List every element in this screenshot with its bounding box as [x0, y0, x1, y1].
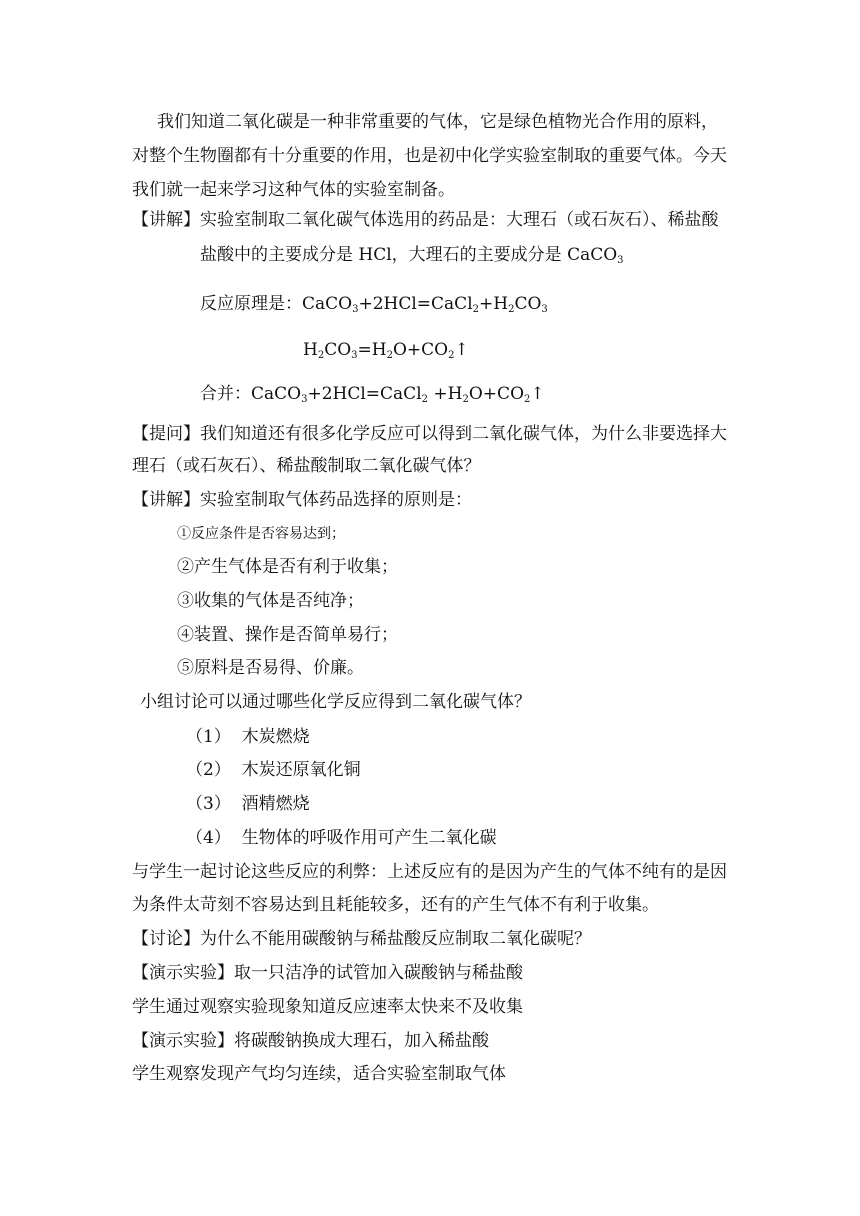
intro-line-3: 我们就一起来学习这种气体的实验室制备。 — [132, 180, 455, 200]
item-text: 酒精燃烧 — [241, 794, 310, 814]
demo-text: 取一只洁净的试管加入碳酸钠与稀盐酸 — [234, 963, 523, 983]
formula-part: O+CO — [468, 384, 525, 404]
discuss-text: 为什么不能用碳酸钠与稀盐酸反应制取二氧化碳呢？ — [200, 929, 591, 949]
subscript: 2 — [448, 350, 455, 361]
combined-equation-line — [200, 384, 545, 404]
principle-item: ②产生气体是否有利于收集； — [177, 557, 398, 577]
discuss-paragraph — [132, 929, 591, 949]
section-tag: 【讲解】 — [132, 210, 200, 230]
subscript: 3 — [617, 255, 624, 266]
subscript: 2 — [317, 350, 325, 361]
demo-text: 将碳酸钠换成大理石，加入稀盐酸 — [234, 1031, 489, 1051]
item-number: （2） — [186, 760, 231, 780]
formula-part: +2HCl=CaCl — [307, 384, 422, 404]
subscript: 2 — [421, 394, 429, 405]
subscript: 2 — [386, 350, 393, 361]
formula-part: +2HCl=CaCl — [358, 294, 473, 314]
reaction-list-item — [186, 828, 497, 848]
reaction-principle-line — [200, 294, 548, 314]
section-tag: 【提问】 — [132, 424, 200, 444]
subscript: 2 — [462, 394, 469, 405]
formula-part: CaCO — [251, 384, 302, 404]
subscript: 2 — [508, 304, 515, 315]
item-number: （4） — [186, 828, 231, 848]
composition-line — [200, 245, 624, 265]
group-discussion-line: 小组讨论可以通过哪些化学反应得到二氧化碳气体？ — [140, 692, 531, 712]
explain-paragraph-1 — [132, 210, 719, 230]
subscript: 3 — [352, 304, 359, 315]
pros-cons-line-2: 为条件太苛刻不容易达到且耗能较多，还有的产生气体不有利于收集。 — [132, 895, 659, 915]
reaction-label: 反应原理是： — [200, 294, 302, 314]
subscript: 3 — [351, 350, 358, 361]
subscript: 2 — [524, 394, 531, 405]
composition-text: 盐酸中的主要成分是 HCl，大理石的主要成分是 CaCO — [200, 245, 618, 265]
question-text: 我们知道还有很多化学反应可以得到二氧化碳气体，为什么非要选择大 — [200, 424, 727, 444]
question-paragraph-line-1 — [132, 424, 727, 444]
item-text: 木炭还原氧化铜 — [241, 760, 361, 780]
combined-label: 合并： — [200, 384, 251, 404]
formula-part: CO — [324, 340, 352, 360]
up-arrow: ↑ — [454, 340, 469, 360]
intro-line-2: 对整个生物圈都有十分重要的作用，也是初中化学实验室制取的重要气体。今天 — [132, 146, 727, 166]
subscript: 3 — [541, 304, 548, 315]
reaction-list-item — [186, 794, 310, 814]
formula-part: =H — [357, 340, 387, 360]
section-tag: 【讨论】 — [132, 929, 200, 949]
principle-item: ①反应条件是否容易达到； — [177, 526, 345, 542]
carbonic-acid-decomposition-line — [303, 340, 469, 360]
formula-part: O+CO — [392, 340, 449, 360]
item-number: （3） — [186, 794, 231, 814]
demo-paragraph-1 — [132, 963, 523, 983]
formula-part: +H — [428, 384, 463, 404]
item-number: （1） — [186, 727, 231, 747]
principle-item: ⑤原料是否易得、价廉。 — [177, 658, 364, 678]
observation-line-1: 学生通过观察实验现象知道反应速率太快来不及收集 — [132, 997, 523, 1017]
principle-item: ④装置、操作是否简单易行； — [177, 625, 398, 645]
item-text: 生物体的呼吸作用可产生二氧化碳 — [241, 828, 497, 848]
item-text: 木炭燃烧 — [241, 727, 310, 747]
explain-text: 实验室制取气体药品选择的原则是： — [200, 490, 472, 510]
formula-part: CO — [514, 294, 542, 314]
reaction-list-item — [186, 727, 310, 747]
principle-item: ③收集的气体是否纯净； — [177, 591, 364, 611]
formula-part: H — [303, 340, 318, 360]
formula-part: +H — [479, 294, 509, 314]
formula-part: CaCO — [302, 294, 353, 314]
up-arrow: ↑ — [530, 384, 545, 404]
section-tag: 【演示实验】 — [132, 1031, 234, 1051]
explain-paragraph-2 — [132, 490, 472, 510]
section-tag: 【演示实验】 — [132, 963, 234, 983]
question-paragraph-line-2: 理石（或石灰石）、稀盐酸制取二氧化碳气体？ — [132, 456, 481, 476]
pros-cons-line-1: 与学生一起讨论这些反应的利弊：上述反应有的是因为产生的气体不纯有的是因 — [132, 862, 727, 882]
subscript: 3 — [301, 394, 308, 405]
reaction-list-item — [186, 760, 361, 780]
section-tag: 【讲解】 — [132, 490, 200, 510]
intro-line-1: 我们知道二氧化碳是一种非常重要的气体，它是绿色植物光合作用的原料， — [157, 112, 718, 132]
subscript: 2 — [472, 304, 480, 315]
demo-paragraph-2 — [132, 1031, 489, 1051]
observation-line-2: 学生观察发现产气均匀连续，适合实验室制取气体 — [132, 1064, 506, 1084]
explain-text: 实验室制取二氧化碳气体选用的药品是：大理石（或石灰石）、稀盐酸 — [200, 210, 719, 230]
